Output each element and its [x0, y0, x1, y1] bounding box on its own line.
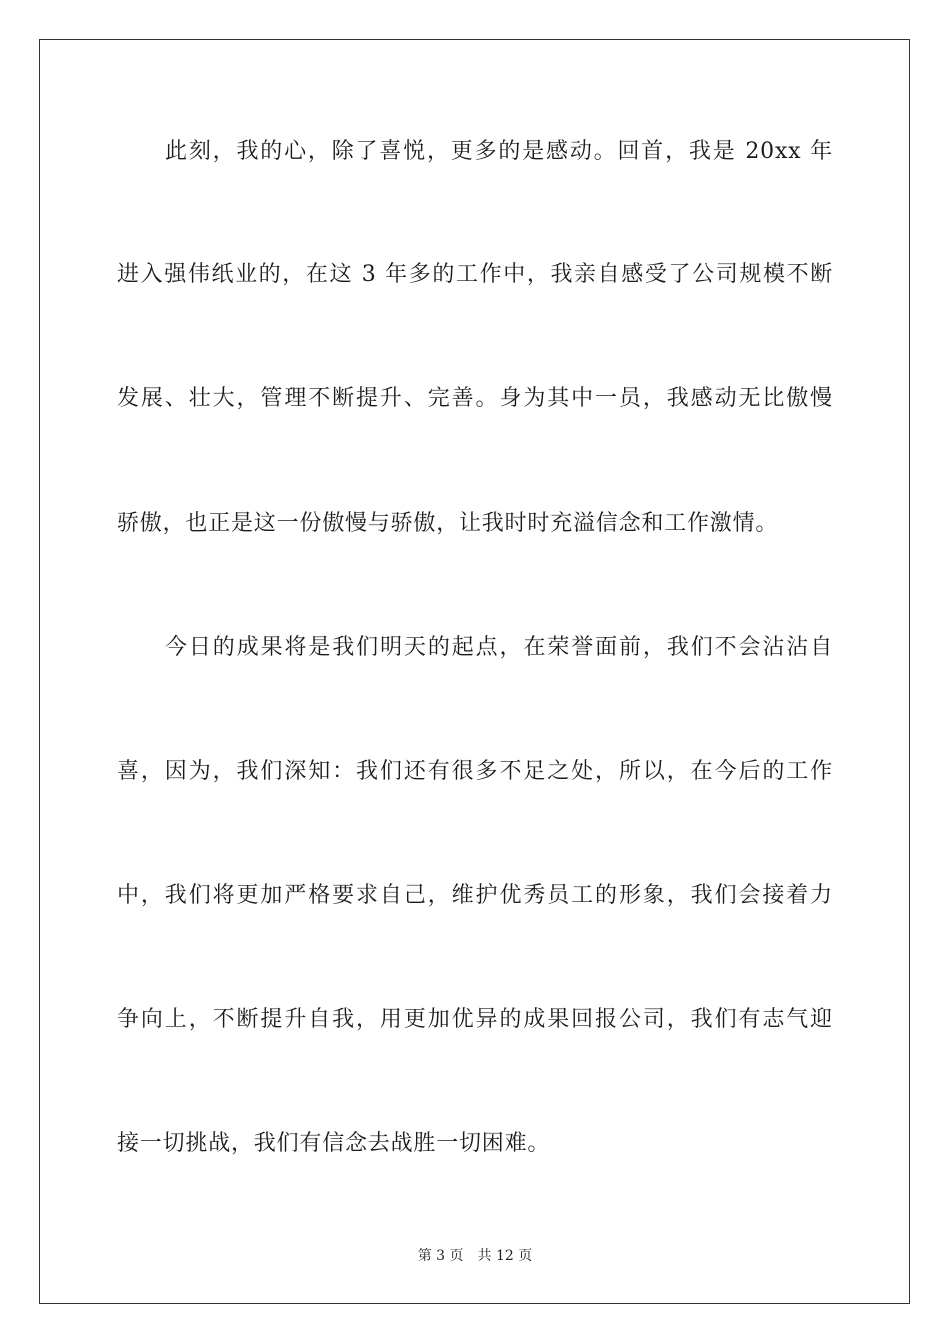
paragraph-1-line-3: 发展、壮大，管理不断提升、完善。身为其中一员，我感动无比傲慢	[117, 386, 833, 411]
page-total: 共 12 页	[477, 1248, 533, 1264]
paragraph-2-line-4: 争向上，不断提升自我，用更加优异的成果回报公司，我们有志气迎	[117, 1007, 833, 1032]
page-footer	[0, 1247, 950, 1265]
paragraph-2-line-3: 中，我们将更加严格要求自己，维护优秀员工的形象，我们会接着力	[117, 883, 833, 908]
paragraph-2-line-1: 今日的成果将是我们明天的起点，在荣誉面前，我们不会沾沾自	[165, 635, 833, 660]
paragraph-2-line-2: 喜，因为，我们深知：我们还有很多不足之处，所以，在今后的工作	[117, 759, 833, 784]
paragraph-1-line-4: 骄傲，也正是这一份傲慢与骄傲，让我时时充溢信念和工作激情。	[117, 511, 779, 536]
page-number: 第 3 页	[417, 1248, 464, 1264]
paragraph-1-line-2: 进入强伟纸业的，在这 3 年多的工作中，我亲自感受了公司规模不断	[117, 262, 833, 287]
paragraph-2-line-5: 接一切挑战，我们有信念去战胜一切困难。	[117, 1131, 551, 1156]
page-border	[39, 39, 910, 1304]
paragraph-1-line-1: 此刻，我的心，除了喜悦，更多的是感动。回首，我是 20xx 年	[165, 139, 833, 164]
